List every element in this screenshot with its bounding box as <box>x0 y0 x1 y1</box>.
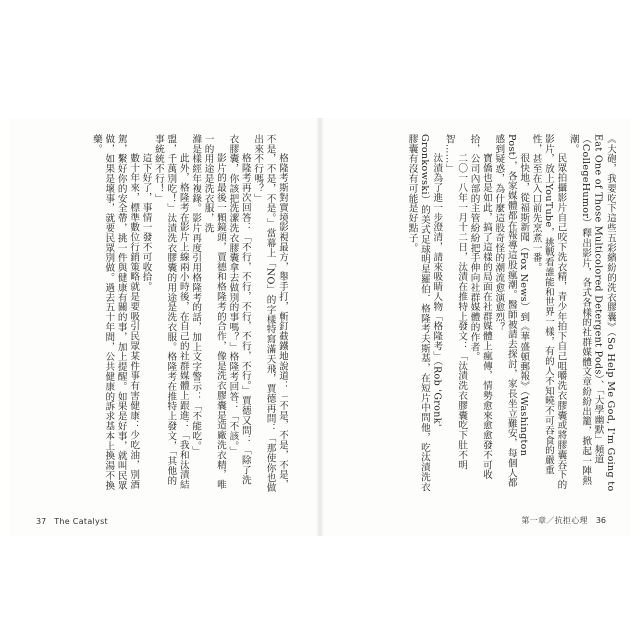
paragraph: 滌是樣經年複錄。影片再度引用格隆考的話，加上文字警示：「不能吃。」 <box>190 134 202 456</box>
paragraph: 二〇一八年一月十二日，汰漬在推特上發文：「汰漬洗衣膠囊吃下肚不明智……」 <box>443 134 468 470</box>
paragraph: 影片的最後一顆鏡頭，賈德和格隆考的合作，像是洗衣膠囊是造廠洗衣精，唯一的用途是洗衣服，洗 <box>202 134 226 490</box>
paragraph: 民眾拍攝影片自己咬下洗衣精，青少年拍下自己咀嚼洗衣膠囊或將膠囊吞下的影片，放上YouTube，挑戰看誰能和世界一樣，有的人不知曉不可吞食的嚴重性，甚至在入口前先烹煮一番。 <box>530 134 567 490</box>
paragraph: 汰漬為了進一步澄清，請來吸睛人物「格隆考」（Rob 'Gronk' Gronkowski）的美式足球明星羅伯．格隆考夫斯基，在短片中問他，吃汰漬洗衣膠囊有沒有可能是好點子。 <box>406 134 443 492</box>
book-spread <box>10 118 630 536</box>
paragraph: 此外，格隆考在影片上線兩小時後，在自己的社群媒體上跟進：「我和汰漬結盟，千萬別吃！」汰漬洗衣膠囊的用途是洗衣服。格隆考在推特上發文，「其他的事統統不行！」 <box>152 134 189 490</box>
paragraph: 這下好了，事情一發不可收拾。 <box>140 153 152 292</box>
right-page <box>324 118 630 536</box>
paragraph: 很快地，從福斯新聞（Fox News）到《華盛頓郵報》（Washington Post），各家媒體都在報導這股瘋潮。醫師被請去探討，家長坐立難安，每個人都感到疑惑，為什麼這股奇怪的潮流愈演愈烈？ <box>493 134 530 488</box>
running-title: 第一章／抗拒心理 <box>521 516 588 525</box>
left-page <box>10 118 316 536</box>
page-number: 37 <box>36 517 47 526</box>
paragraph: 《大砲，我要吃下這些五彩繽紛的洗衣膠囊》（So Help Me God, I'm Going to Eat One of Those Multicolored Detergent Pods）、「大學幽默」頻道（CollegeHumor）釋出影片，各式各樣的社群媒體文章紛紛出籠，掀起一陣熱潮。 <box>567 134 616 492</box>
page-number: 36 <box>595 516 606 525</box>
right-page-text <box>346 134 616 494</box>
paragraph: 格隆考斯對實境影視最方，舉手打，斬釘截鐵地說道：「不是，不是，不是，不是，不是，不是。」當幕上「NO」的字樣特寫滿天飛，賈德再問：「那使你也做出來不行嗎？」 <box>252 134 288 493</box>
paragraph: 寶僑也是如此，搞了這樣的局面在社群媒體上瘋傳，情勢愈來愈愈發不可收拾，公司內部的主管紛紛把手伸向社群媒體的作者。 <box>468 134 492 480</box>
paragraph: 數十年來，標準數位行銷策略就是要吸引民眾某件事有害健康：少吃油，別酒駕，繫好你的安全帶，挑一件與健康有關的事，加上提醒。如果是好事，就叫民眾做，如果是壞事，就要民眾別做。過去五十年間，公共健康的訴求基本上換湯不換藥。 <box>90 134 140 491</box>
paragraph: 格隆考再次回答：「不行，不行，不行，不行，不行。」賈德又問：「除了洗衣膠囊，你該把洗潔洗衣膠囊拿去做別的事嗎？」格隆考回答：「不該。」 <box>227 134 251 485</box>
left-folio <box>36 517 116 526</box>
right-folio <box>513 515 606 526</box>
left-page-text <box>36 134 288 494</box>
book-gutter <box>316 118 324 536</box>
running-title: The Catalyst <box>54 517 108 526</box>
